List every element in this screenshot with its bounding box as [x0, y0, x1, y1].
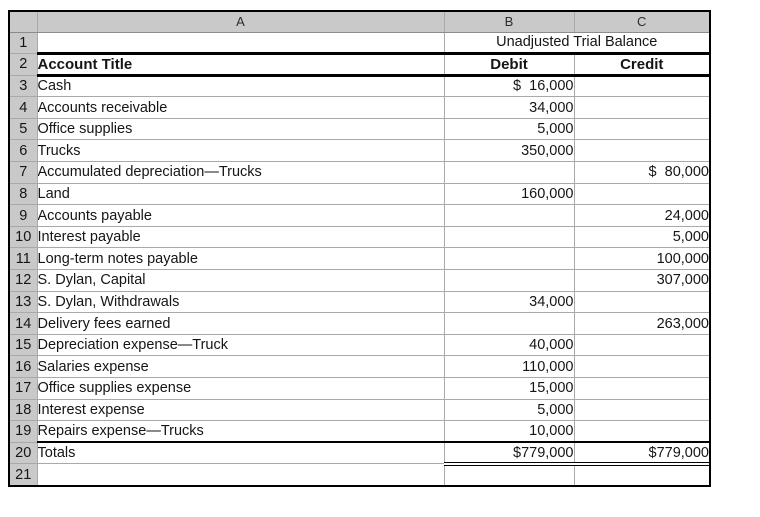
- account-title-cell[interactable]: Accounts payable: [37, 205, 444, 227]
- debit-cell[interactable]: [444, 162, 574, 184]
- debit-cell[interactable]: [444, 313, 574, 335]
- debit-cell[interactable]: [444, 205, 574, 227]
- trial-balance-sheet: [8, 10, 711, 487]
- account-rows: [10, 75, 709, 442]
- row-number[interactable]: 11: [10, 248, 37, 270]
- account-title-cell[interactable]: Accounts receivable: [37, 97, 444, 119]
- totals-row: [10, 442, 709, 464]
- credit-cell[interactable]: 307,000: [574, 270, 709, 292]
- row-number[interactable]: 21: [10, 464, 37, 486]
- row-number[interactable]: 5: [10, 118, 37, 140]
- row-number[interactable]: 13: [10, 291, 37, 313]
- row-number[interactable]: 14: [10, 313, 37, 335]
- account-title-cell[interactable]: Salaries expense: [37, 356, 444, 378]
- empty-cell[interactable]: [574, 464, 709, 486]
- credit-cell[interactable]: [574, 97, 709, 119]
- credit-cell[interactable]: $ 80,000: [574, 162, 709, 184]
- account-title-cell[interactable]: Interest expense: [37, 399, 444, 421]
- credit-cell[interactable]: [574, 140, 709, 162]
- account-title-cell[interactable]: Land: [37, 183, 444, 205]
- debit-cell[interactable]: [444, 270, 574, 292]
- account-row: [10, 140, 709, 162]
- row-number[interactable]: 2: [10, 54, 37, 76]
- row-number[interactable]: 8: [10, 183, 37, 205]
- debit-cell[interactable]: 5,000: [444, 118, 574, 140]
- row-number[interactable]: 20: [10, 442, 37, 464]
- account-title-cell[interactable]: S. Dylan, Withdrawals: [37, 291, 444, 313]
- account-title-cell[interactable]: Accumulated depreciation—Trucks: [37, 162, 444, 184]
- credit-cell[interactable]: [574, 399, 709, 421]
- account-title-cell[interactable]: Long-term notes payable: [37, 248, 444, 270]
- account-row: [10, 313, 709, 335]
- account-row: [10, 118, 709, 140]
- debit-cell[interactable]: 34,000: [444, 291, 574, 313]
- empty-cell[interactable]: [37, 32, 444, 54]
- select-all-corner[interactable]: [10, 12, 37, 32]
- column-header-row: [10, 12, 709, 32]
- account-title-cell[interactable]: Office supplies: [37, 118, 444, 140]
- account-row: [10, 205, 709, 227]
- debit-cell[interactable]: 160,000: [444, 183, 574, 205]
- account-title-cell[interactable]: Cash: [37, 75, 444, 97]
- account-row: [10, 97, 709, 119]
- account-row: [10, 226, 709, 248]
- row-number[interactable]: 12: [10, 270, 37, 292]
- debit-header[interactable]: Debit: [444, 54, 574, 76]
- debit-cell[interactable]: 10,000: [444, 421, 574, 443]
- credit-cell[interactable]: 24,000: [574, 205, 709, 227]
- account-row: [10, 183, 709, 205]
- credit-cell[interactable]: 5,000: [574, 226, 709, 248]
- debit-cell[interactable]: 110,000: [444, 356, 574, 378]
- debit-cell[interactable]: $ 16,000: [444, 75, 574, 97]
- credit-cell[interactable]: [574, 75, 709, 97]
- empty-cell[interactable]: [37, 464, 444, 486]
- row-number[interactable]: 15: [10, 334, 37, 356]
- account-title-cell[interactable]: Interest payable: [37, 226, 444, 248]
- empty-row: [10, 464, 709, 486]
- row-number[interactable]: 9: [10, 205, 37, 227]
- row-number[interactable]: 3: [10, 75, 37, 97]
- trial-balance-table: [10, 12, 709, 485]
- debit-cell[interactable]: 350,000: [444, 140, 574, 162]
- row-number[interactable]: 1: [10, 32, 37, 54]
- row-number[interactable]: 10: [10, 226, 37, 248]
- column-header-c[interactable]: C: [574, 12, 709, 32]
- account-title-cell[interactable]: S. Dylan, Capital: [37, 270, 444, 292]
- report-title-cell[interactable]: Unadjusted Trial Balance: [444, 32, 709, 54]
- column-header-b[interactable]: B: [444, 12, 574, 32]
- account-row: [10, 248, 709, 270]
- account-row: [10, 291, 709, 313]
- credit-cell[interactable]: [574, 378, 709, 400]
- totals-credit-cell[interactable]: $779,000: [574, 442, 709, 464]
- account-row: [10, 162, 709, 184]
- debit-cell[interactable]: 15,000: [444, 378, 574, 400]
- credit-cell[interactable]: [574, 334, 709, 356]
- account-row: [10, 75, 709, 97]
- account-title-cell[interactable]: Depreciation expense—Truck: [37, 334, 444, 356]
- debit-cell[interactable]: [444, 248, 574, 270]
- totals-label-cell[interactable]: Totals: [37, 442, 444, 464]
- debit-cell[interactable]: 5,000: [444, 399, 574, 421]
- credit-cell[interactable]: 100,000: [574, 248, 709, 270]
- row-number[interactable]: 7: [10, 162, 37, 184]
- report-title-row: [10, 32, 709, 54]
- account-title-cell[interactable]: Office supplies expense: [37, 378, 444, 400]
- credit-cell[interactable]: 263,000: [574, 313, 709, 335]
- row-number[interactable]: 18: [10, 399, 37, 421]
- debit-cell[interactable]: 40,000: [444, 334, 574, 356]
- account-row: [10, 421, 709, 443]
- credit-cell[interactable]: [574, 291, 709, 313]
- row-number[interactable]: 16: [10, 356, 37, 378]
- debit-cell[interactable]: [444, 226, 574, 248]
- table-header-row: [10, 54, 709, 76]
- credit-cell[interactable]: [574, 421, 709, 443]
- debit-cell[interactable]: 34,000: [444, 97, 574, 119]
- row-number[interactable]: 17: [10, 378, 37, 400]
- credit-cell[interactable]: [574, 118, 709, 140]
- credit-cell[interactable]: [574, 356, 709, 378]
- totals-debit-cell[interactable]: $779,000: [444, 442, 574, 464]
- column-header-a[interactable]: A: [37, 12, 444, 32]
- row-number[interactable]: 6: [10, 140, 37, 162]
- account-row: [10, 334, 709, 356]
- account-title-header[interactable]: Account Title: [37, 54, 444, 76]
- credit-header[interactable]: Credit: [574, 54, 709, 76]
- row-number[interactable]: 19: [10, 421, 37, 443]
- account-title-cell[interactable]: Repairs expense—Trucks: [37, 421, 444, 443]
- account-row: [10, 356, 709, 378]
- account-title-cell[interactable]: Delivery fees earned: [37, 313, 444, 335]
- row-number[interactable]: 4: [10, 97, 37, 119]
- empty-cell[interactable]: [444, 464, 574, 486]
- credit-cell[interactable]: [574, 183, 709, 205]
- account-title-cell[interactable]: Trucks: [37, 140, 444, 162]
- account-row: [10, 399, 709, 421]
- account-row: [10, 378, 709, 400]
- account-row: [10, 270, 709, 292]
